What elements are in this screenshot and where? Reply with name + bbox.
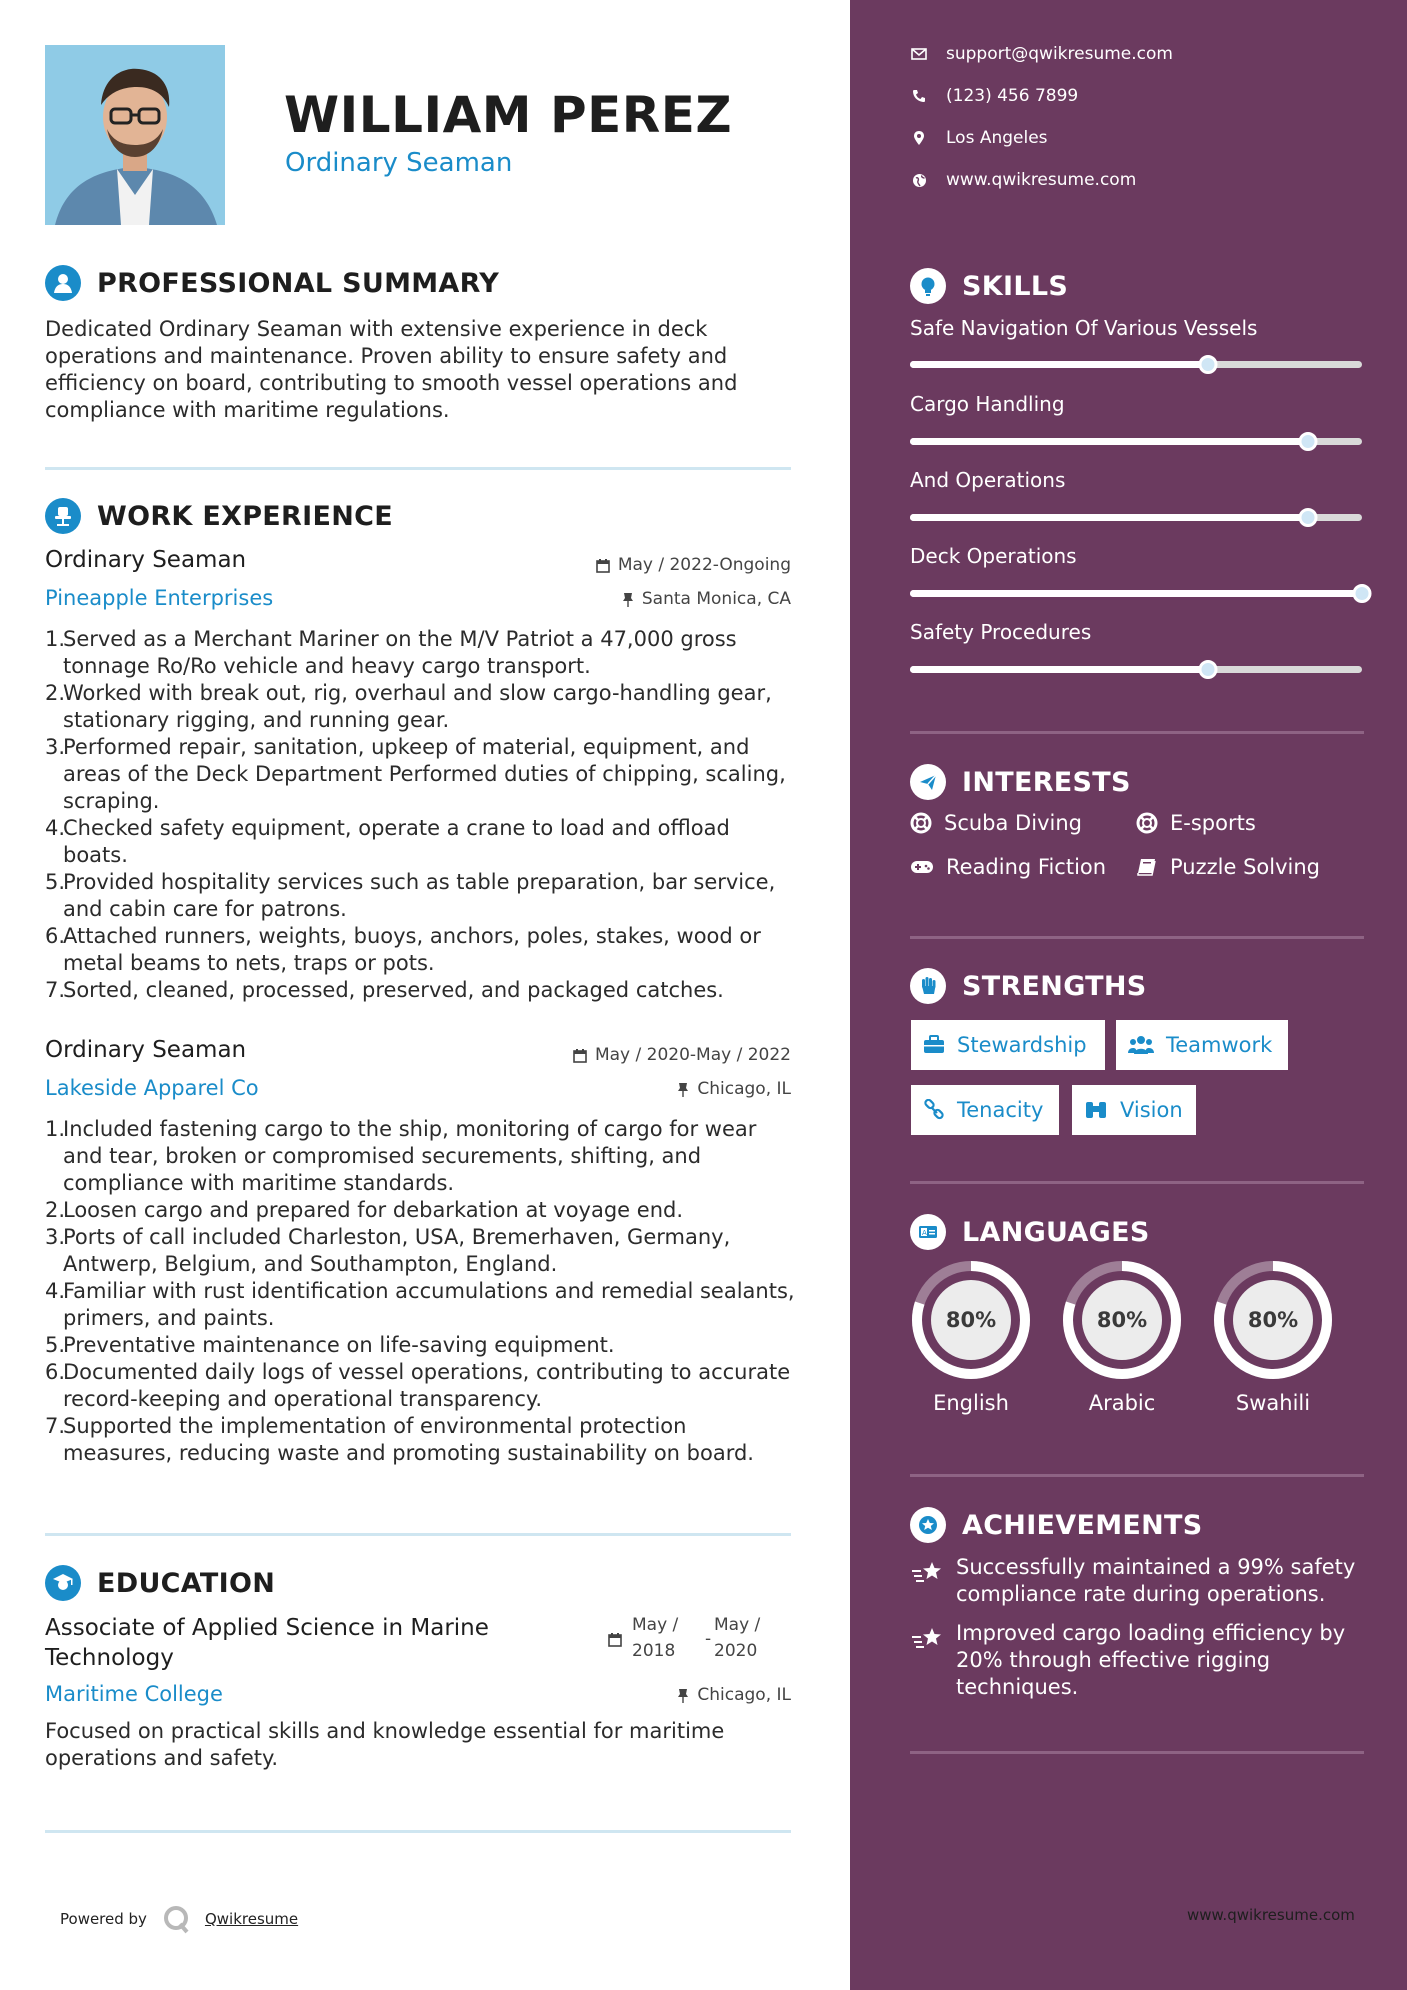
contact-website-text: www.qwikresume.com <box>946 170 1137 190</box>
contact-location-text: Los Angeles <box>946 128 1048 148</box>
list-item: 5. Provided hospitality services such as table preparation, bar service, and cabin care for patrons. <box>45 870 776 921</box>
shooting-star-icon <box>910 1558 944 1586</box>
language-name: English <box>933 1391 1009 1415</box>
skill-level-knob <box>1353 584 1372 603</box>
list-item: 1. Included fastening cargo to the ship, monitoring of cargo for wear and tear, broken or compromised securements, shifting, and compliance with maritime standards. <box>45 1117 757 1195</box>
experience-title: WORK EXPERIENCE <box>97 500 393 532</box>
paper-plane-icon <box>910 764 946 800</box>
languages-heading <box>910 1214 1150 1250</box>
language-item <box>910 1259 1032 1415</box>
interests-heading <box>910 764 1131 800</box>
job-location <box>622 589 791 609</box>
svg-text:A: A <box>922 1229 927 1237</box>
job-duties <box>45 1116 795 1467</box>
link-icon <box>923 1099 945 1121</box>
skill-level-knob <box>1199 660 1218 679</box>
hand-icon <box>910 968 946 1004</box>
summary-heading <box>45 265 499 301</box>
education-start-date: May / 2018 <box>632 1615 679 1661</box>
section-divider <box>45 1830 791 1833</box>
school-location-text: Chicago, IL <box>697 1685 791 1705</box>
job-location-text: Santa Monica, CA <box>641 589 791 609</box>
section-divider <box>910 731 1364 734</box>
users-icon <box>1128 1035 1154 1055</box>
pin-icon <box>677 1688 689 1703</box>
qwikresume-logo-icon <box>161 1904 191 1934</box>
list-item: 4. Familiar with rust identification accumulations and remedial sealants, primers, and paints. <box>45 1279 795 1330</box>
profile-photo <box>45 45 225 225</box>
strength-badge: Vision <box>1072 1085 1196 1135</box>
skills-heading <box>910 268 1068 304</box>
interest-item: Reading Fiction <box>910 855 1106 879</box>
skill-label: And Operations <box>910 468 1066 492</box>
job-date <box>596 555 791 575</box>
list-item: 4. Checked safety equipment, operate a crane to load and offload boats. <box>45 816 730 867</box>
achievement-item: Improved cargo loading efficiency by 20% through effective rigging techniques. <box>910 1620 1370 1701</box>
lifebuoy-icon <box>1136 812 1158 834</box>
experience-heading <box>45 498 393 534</box>
skill-bar <box>910 438 1362 445</box>
strength-badge: Tenacity <box>911 1085 1059 1135</box>
list-item: 6. Documented daily logs of vessel operations, contributing to accurate record-keeping and operational transparency. <box>45 1360 791 1411</box>
list-item: 6. Attached runners, weights, buoys, anchors, poles, stakes, wood or metal beams to nets, traps or pots. <box>45 924 761 975</box>
skill-label: Cargo Handling <box>910 392 1065 416</box>
strength-badge: Stewardship <box>911 1020 1105 1070</box>
lightbulb-icon <box>910 268 946 304</box>
school-name: Maritime College <box>45 1682 223 1706</box>
section-divider <box>45 467 791 470</box>
envelope-icon <box>911 48 927 60</box>
user-icon <box>45 265 81 301</box>
interest-item: Puzzle Solving <box>1136 855 1320 879</box>
sidebar <box>850 0 1407 1990</box>
calendar-icon <box>596 558 610 573</box>
job-company: Lakeside Apparel Co <box>45 1076 259 1100</box>
interests-title: INTERESTS <box>962 766 1131 798</box>
calendar-icon <box>573 1048 587 1063</box>
school-location <box>677 1685 791 1705</box>
skill-label: Deck Operations <box>910 544 1077 568</box>
list-item: 2. Worked with break out, rig, overhaul and slow cargo-handling gear, stationary rigging, and running gear. <box>45 681 772 732</box>
list-item: 3. Ports of call included Charleston, USA, Bremerhaven, Germany, Antwerp, Belgium, and Southampton, England. <box>45 1225 731 1276</box>
degree-title: Associate of Applied Science in Marine Technology <box>45 1615 489 1671</box>
interest-item: Scuba Diving <box>910 811 1082 835</box>
achievements-title: ACHIEVEMENTS <box>962 1509 1203 1541</box>
list-item: 2. Loosen cargo and prepared for debarkation at voyage end. <box>45 1198 684 1222</box>
job-date-text: May / 2020-May / 2022 <box>594 1045 791 1065</box>
skill-level-knob <box>1298 508 1317 527</box>
location-pin-icon <box>913 130 925 146</box>
list-item: 5. Preventative maintenance on life-saving equipment. <box>45 1333 615 1357</box>
svg-text:80%: 80% <box>1096 1308 1148 1332</box>
avatar <box>45 45 225 225</box>
education-heading <box>45 1565 275 1601</box>
summary-title: PROFESSIONAL SUMMARY <box>97 267 500 299</box>
lifebuoy-icon <box>910 812 932 834</box>
date-separator: - <box>705 1629 712 1649</box>
list-item: 7. Supported the implementation of environmental protection measures, reducing waste and promoting sustainability on board. <box>45 1414 754 1465</box>
education-description: Focused on practical skills and knowledge essential for maritime operations and safety. <box>45 1719 725 1770</box>
language-ring <box>1061 1259 1183 1381</box>
skill-level-knob <box>1298 432 1317 451</box>
skill-bar <box>910 590 1362 597</box>
language-ring <box>1212 1259 1334 1381</box>
contact-website[interactable] <box>910 170 1136 190</box>
briefcase-icon <box>923 1035 945 1055</box>
strengths-title: STRENGTHS <box>962 970 1147 1002</box>
chair-icon <box>45 498 81 534</box>
job-date <box>573 1045 791 1065</box>
summary-text: Dedicated Ordinary Seaman with extensive experience in deck operations and maintenance. Proven ability to ensure safety and efficiency on board, contributing to smooth vessel operations and compliance with maritime regulations. <box>45 317 738 422</box>
footer-website[interactable]: www.qwikresume.com <box>1187 1906 1355 1924</box>
language-name: Arabic <box>1088 1391 1156 1415</box>
graduation-cap-icon <box>45 1565 81 1601</box>
candidate-role: Ordinary Seaman <box>285 148 513 178</box>
job-title: Ordinary Seaman <box>45 547 247 573</box>
gamepad-icon <box>910 859 934 875</box>
star-badge-icon <box>910 1507 946 1543</box>
qwikresume-link[interactable]: Qwikresume <box>204 1910 299 1928</box>
contact-phone-text: (123) 456 7899 <box>946 86 1079 106</box>
job-date-text: May / 2022-Ongoing <box>617 555 791 575</box>
pin-icon <box>677 1082 689 1097</box>
job-location-text: Chicago, IL <box>697 1079 791 1099</box>
language-name: Swahili <box>1235 1391 1311 1415</box>
binoculars-icon <box>1084 1100 1108 1120</box>
languages-title: LANGUAGES <box>962 1216 1150 1248</box>
candidate-name: WILLIAM PEREZ <box>284 86 733 144</box>
interest-item: E-sports <box>1136 811 1256 835</box>
section-divider <box>910 1751 1364 1754</box>
strengths-heading <box>910 968 1147 1004</box>
translate-icon <box>910 1214 946 1250</box>
job-company: Pineapple Enterprises <box>45 586 274 610</box>
phone-icon <box>912 89 926 103</box>
svg-text:80%: 80% <box>1247 1308 1299 1332</box>
skill-label: Safe Navigation Of Various Vessels <box>910 316 1258 340</box>
job-duties <box>45 626 795 1004</box>
svg-text:80%: 80% <box>945 1308 997 1332</box>
section-divider <box>910 1474 1364 1477</box>
list-item: 1. Served as a Merchant Mariner on the M/V Patriot a 47,000 gross tonnage Ro/Ro vehicle and heavy cargo transport. <box>45 627 737 678</box>
powered-by-text: Powered by <box>60 1910 147 1928</box>
calendar-icon <box>608 1632 622 1647</box>
section-divider <box>910 1181 1364 1184</box>
book-icon <box>1136 857 1158 877</box>
contact-phone[interactable] <box>910 86 1078 106</box>
pin-icon <box>622 592 634 607</box>
list-item: 3. Performed repair, sanitation, upkeep of material, equipment, and areas of the Deck Department Performed duties of chipping, scaling, scraping. <box>45 735 786 813</box>
skill-label: Safety Procedures <box>910 620 1092 644</box>
powered-by <box>60 1904 298 1934</box>
job-title: Ordinary Seaman <box>45 1037 247 1063</box>
education-end-date: May / 2020 <box>714 1615 761 1661</box>
list-item: 7. Sorted, cleaned, processed, preserved, and packaged catches. <box>45 978 724 1002</box>
language-item <box>1061 1259 1183 1415</box>
contact-email-text: support@qwikresume.com <box>946 44 1173 64</box>
section-divider <box>45 1533 791 1536</box>
contact-location <box>910 128 1048 148</box>
skill-level-knob <box>1199 355 1218 374</box>
shooting-star-icon <box>910 1624 944 1652</box>
language-item <box>1212 1259 1334 1415</box>
globe-icon <box>912 173 927 188</box>
contact-email[interactable] <box>910 44 1173 64</box>
skill-bar <box>910 514 1362 521</box>
section-divider <box>910 936 1364 939</box>
skills-title: SKILLS <box>962 270 1069 302</box>
skill-bar <box>910 361 1362 368</box>
job-location <box>677 1079 791 1099</box>
achievement-item: Successfully maintained a 99% safety compliance rate during operations. <box>910 1554 1370 1608</box>
strength-badge: Teamwork <box>1116 1020 1288 1070</box>
achievements-heading <box>910 1507 1203 1543</box>
language-ring <box>910 1259 1032 1381</box>
skill-bar <box>910 666 1362 673</box>
education-title: EDUCATION <box>97 1567 276 1599</box>
